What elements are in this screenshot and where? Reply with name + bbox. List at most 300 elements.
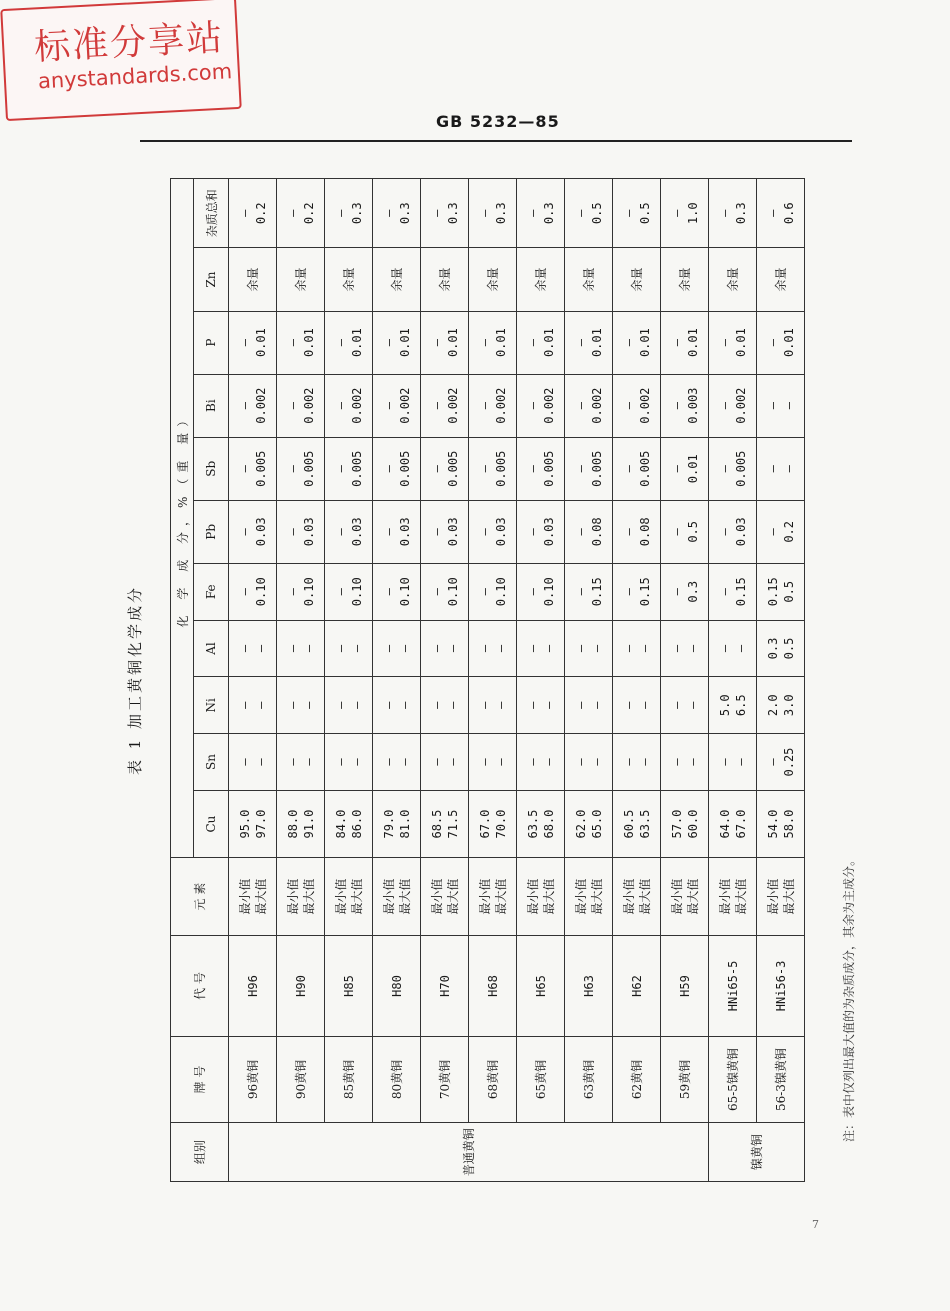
value: — bbox=[493, 758, 508, 766]
value-cell bbox=[613, 311, 661, 374]
value-cell bbox=[565, 437, 613, 500]
value-cell bbox=[517, 563, 565, 620]
value: — bbox=[525, 209, 540, 217]
value: — bbox=[621, 701, 636, 709]
minmax-label: 最大值 bbox=[493, 878, 508, 915]
value-cell bbox=[613, 677, 661, 734]
value-cell bbox=[229, 179, 277, 248]
value-cell bbox=[277, 563, 325, 620]
table-row bbox=[709, 179, 757, 1182]
value: — bbox=[285, 338, 300, 347]
value: — bbox=[621, 644, 636, 653]
grade-cell: 63黄铜 bbox=[565, 1036, 613, 1122]
value: 0.10 bbox=[349, 577, 364, 607]
grade-cell: 80黄铜 bbox=[373, 1036, 421, 1122]
value-cell bbox=[277, 677, 325, 734]
value: — bbox=[397, 701, 412, 709]
value: 0.03 bbox=[445, 517, 460, 547]
value-cell bbox=[325, 437, 373, 500]
value-cell bbox=[757, 248, 805, 311]
value-cell bbox=[373, 620, 421, 677]
value: 0.03 bbox=[733, 517, 748, 547]
value: 0.6 bbox=[781, 202, 796, 225]
value-cell bbox=[325, 179, 373, 248]
value: — bbox=[285, 209, 300, 217]
value: — bbox=[717, 402, 732, 410]
value: — bbox=[621, 402, 636, 410]
value-cell bbox=[517, 620, 565, 677]
value-cell bbox=[229, 437, 277, 500]
value: 0.01 bbox=[589, 328, 604, 358]
value: — bbox=[493, 701, 508, 709]
code-cell: H85 bbox=[325, 936, 373, 1037]
value: — bbox=[397, 644, 412, 653]
value: 0.10 bbox=[541, 577, 556, 607]
value: 0.005 bbox=[493, 450, 508, 487]
element-header: Fe bbox=[194, 563, 229, 620]
code-cell: HNi56-3 bbox=[757, 936, 805, 1037]
value: 0.005 bbox=[301, 450, 316, 487]
value: 0.002 bbox=[301, 387, 316, 424]
value: 余量 bbox=[437, 267, 452, 292]
minmax-label: 最小值 bbox=[381, 878, 396, 915]
value-cell bbox=[277, 734, 325, 791]
value-cell bbox=[277, 248, 325, 311]
value: 71.5 bbox=[445, 809, 460, 839]
element-header: Cu bbox=[194, 790, 229, 857]
value-cell bbox=[565, 734, 613, 791]
value: 0.01 bbox=[397, 328, 412, 358]
value: — bbox=[573, 209, 588, 217]
value: 54.0 bbox=[765, 809, 780, 839]
minmax-label: 最小值 bbox=[525, 878, 540, 915]
minmax-label: 最小值 bbox=[429, 878, 444, 915]
value: 余量 bbox=[341, 267, 356, 292]
minmax-label: 最小值 bbox=[237, 878, 252, 915]
value-cell bbox=[517, 374, 565, 437]
minmax-label-cell bbox=[661, 858, 709, 936]
value-cell bbox=[373, 374, 421, 437]
value: 0.01 bbox=[685, 328, 700, 358]
value-cell bbox=[421, 677, 469, 734]
value: — bbox=[765, 338, 780, 347]
value: 0.03 bbox=[541, 517, 556, 547]
value: — bbox=[333, 402, 348, 410]
value-cell bbox=[277, 620, 325, 677]
value-cell bbox=[325, 374, 373, 437]
value: — bbox=[349, 758, 364, 766]
value: — bbox=[637, 758, 652, 766]
minmax-label: 最大值 bbox=[397, 878, 412, 915]
value-cell bbox=[469, 248, 517, 311]
minmax-label-cell bbox=[757, 858, 805, 936]
value-cell bbox=[709, 311, 757, 374]
value: 0.01 bbox=[253, 328, 268, 358]
table-note: 注：表中仅列出最大值的为杂质成分，其余为主成分。 bbox=[842, 853, 856, 1142]
value: 0.3 bbox=[733, 202, 748, 225]
value-cell bbox=[709, 677, 757, 734]
value: — bbox=[381, 209, 396, 217]
value: — bbox=[333, 338, 348, 347]
value: 0.5 bbox=[637, 202, 652, 225]
value: — bbox=[477, 465, 492, 473]
value: — bbox=[397, 758, 412, 766]
value-cell bbox=[325, 620, 373, 677]
value: — bbox=[685, 701, 700, 709]
value: 0.03 bbox=[349, 517, 364, 547]
value: — bbox=[717, 338, 732, 347]
minmax-label-cell bbox=[565, 858, 613, 936]
value-cell bbox=[277, 311, 325, 374]
code-cell: H96 bbox=[229, 936, 277, 1037]
value-cell bbox=[517, 790, 565, 857]
value: — bbox=[237, 402, 252, 410]
value-cell bbox=[613, 437, 661, 500]
value: — bbox=[381, 338, 396, 347]
standard-code: GB 5232—85 bbox=[436, 112, 560, 131]
value-cell bbox=[325, 311, 373, 374]
value: 0.03 bbox=[301, 517, 316, 547]
value: 64.0 bbox=[717, 809, 732, 839]
value-cell bbox=[469, 500, 517, 563]
value: 97.0 bbox=[253, 809, 268, 839]
value: — bbox=[733, 644, 748, 653]
value: — bbox=[237, 588, 252, 596]
value: — bbox=[349, 644, 364, 653]
grade-cell: 70黄铜 bbox=[421, 1036, 469, 1122]
table-row bbox=[229, 179, 277, 1182]
value-cell bbox=[565, 311, 613, 374]
minmax-label-cell bbox=[325, 858, 373, 936]
value: 5.0 bbox=[717, 694, 732, 717]
value: 余量 bbox=[725, 267, 740, 292]
value: — bbox=[669, 644, 684, 653]
value-cell bbox=[229, 500, 277, 563]
value: — bbox=[285, 402, 300, 410]
element-header: Sn bbox=[194, 734, 229, 791]
code-cell: H90 bbox=[277, 936, 325, 1037]
value: 0.03 bbox=[253, 517, 268, 547]
value: — bbox=[301, 644, 316, 653]
value: — bbox=[333, 758, 348, 766]
value: — bbox=[621, 758, 636, 766]
value-cell bbox=[613, 179, 661, 248]
value: 0.3 bbox=[349, 202, 364, 225]
value-cell bbox=[757, 734, 805, 791]
value: 1.0 bbox=[685, 202, 700, 225]
value-cell bbox=[661, 620, 709, 677]
value: — bbox=[669, 402, 684, 410]
value: 62.0 bbox=[573, 809, 588, 839]
value: 0.5 bbox=[781, 580, 796, 603]
page-number: 7 bbox=[812, 1218, 819, 1231]
element-header: Pb bbox=[194, 500, 229, 563]
value: 0.08 bbox=[637, 517, 652, 547]
value-cell bbox=[421, 311, 469, 374]
value: 0.10 bbox=[445, 577, 460, 607]
value: — bbox=[429, 588, 444, 596]
rotated-table-area bbox=[126, 178, 856, 1182]
value: — bbox=[669, 588, 684, 596]
value-cell bbox=[469, 311, 517, 374]
value-cell bbox=[613, 563, 661, 620]
value: 0.01 bbox=[685, 454, 700, 484]
value-cell bbox=[421, 563, 469, 620]
value: — bbox=[525, 465, 540, 473]
minmax-label: 最小值 bbox=[621, 878, 636, 915]
value-cell bbox=[373, 790, 421, 857]
value: — bbox=[621, 465, 636, 473]
table-row bbox=[325, 179, 373, 1182]
value-cell bbox=[613, 734, 661, 791]
minmax-label-cell bbox=[709, 858, 757, 936]
value: 0.5 bbox=[589, 202, 604, 225]
code-cell: H59 bbox=[661, 936, 709, 1037]
value: — bbox=[381, 465, 396, 473]
code-cell: H62 bbox=[613, 936, 661, 1037]
value: — bbox=[381, 644, 396, 653]
table-row bbox=[613, 179, 661, 1182]
value: 0.002 bbox=[253, 387, 268, 424]
value: 0.005 bbox=[733, 450, 748, 487]
value: 余量 bbox=[773, 267, 788, 292]
value: — bbox=[285, 588, 300, 596]
table-row bbox=[757, 179, 805, 1182]
value-cell bbox=[709, 500, 757, 563]
value: — bbox=[765, 209, 780, 217]
minmax-label-cell bbox=[373, 858, 421, 936]
value: — bbox=[573, 465, 588, 473]
code-cell: HNi65-5 bbox=[709, 936, 757, 1037]
value: — bbox=[237, 758, 252, 766]
value: — bbox=[589, 644, 604, 653]
value: 79.0 bbox=[381, 809, 396, 839]
value: 0.10 bbox=[493, 577, 508, 607]
table-caption: 表 1 加工黄铜化学成分 bbox=[126, 584, 144, 776]
value: — bbox=[717, 588, 732, 596]
value: — bbox=[717, 465, 732, 473]
value-cell bbox=[757, 620, 805, 677]
minmax-label: 最小值 bbox=[717, 878, 732, 915]
value: — bbox=[381, 402, 396, 410]
col-code: 代 号 bbox=[171, 936, 229, 1037]
value-cell bbox=[229, 677, 277, 734]
value-cell bbox=[373, 248, 421, 311]
value: 91.0 bbox=[301, 809, 316, 839]
value: 0.03 bbox=[493, 517, 508, 547]
value-cell bbox=[373, 500, 421, 563]
value: 0.08 bbox=[589, 517, 604, 547]
value: 0.3 bbox=[685, 580, 700, 603]
value-cell bbox=[277, 179, 325, 248]
minmax-label-cell bbox=[277, 858, 325, 936]
value: — bbox=[669, 701, 684, 709]
value-cell bbox=[757, 790, 805, 857]
value-cell bbox=[661, 248, 709, 311]
grade-cell: 90黄铜 bbox=[277, 1036, 325, 1122]
value-cell bbox=[709, 248, 757, 311]
value-cell bbox=[565, 677, 613, 734]
value: 0.002 bbox=[493, 387, 508, 424]
value: 0.01 bbox=[733, 328, 748, 358]
value: 0.10 bbox=[301, 577, 316, 607]
value: — bbox=[573, 758, 588, 766]
table-row bbox=[661, 179, 709, 1182]
minmax-label: 最大值 bbox=[637, 878, 652, 915]
value-cell bbox=[325, 563, 373, 620]
value-cell bbox=[469, 179, 517, 248]
value-cell bbox=[709, 734, 757, 791]
grade-cell: 68黄铜 bbox=[469, 1036, 517, 1122]
value: 0.15 bbox=[765, 577, 780, 607]
value-cell bbox=[373, 677, 421, 734]
composition-table bbox=[170, 178, 805, 1182]
value: — bbox=[717, 528, 732, 536]
minmax-label: 最大值 bbox=[589, 878, 604, 915]
value: 0.005 bbox=[397, 450, 412, 487]
value: 63.5 bbox=[637, 809, 652, 839]
value-cell bbox=[469, 677, 517, 734]
code-cell: H65 bbox=[517, 936, 565, 1037]
value-cell bbox=[757, 677, 805, 734]
value: — bbox=[525, 528, 540, 536]
value-cell bbox=[229, 734, 277, 791]
value-cell bbox=[517, 677, 565, 734]
value: — bbox=[253, 758, 268, 766]
value-cell bbox=[517, 437, 565, 500]
group-cell: 普通黄铜 bbox=[229, 1123, 709, 1182]
value: — bbox=[525, 701, 540, 709]
value: — bbox=[621, 209, 636, 217]
value: 81.0 bbox=[397, 809, 412, 839]
value-cell bbox=[613, 248, 661, 311]
element-header: 杂质总和 bbox=[194, 179, 229, 248]
value: — bbox=[525, 338, 540, 347]
minmax-label: 最大值 bbox=[253, 878, 268, 915]
value: 0.15 bbox=[589, 577, 604, 607]
minmax-label: 最小值 bbox=[765, 878, 780, 915]
value: 0.01 bbox=[637, 328, 652, 358]
value-cell bbox=[613, 620, 661, 677]
col-grade: 牌 号 bbox=[171, 1036, 229, 1122]
value: — bbox=[349, 701, 364, 709]
value: — bbox=[477, 758, 492, 766]
value: 余量 bbox=[245, 267, 260, 292]
value-cell bbox=[469, 620, 517, 677]
value: 0.01 bbox=[445, 328, 460, 358]
value: — bbox=[285, 644, 300, 653]
value-cell bbox=[229, 311, 277, 374]
value: 0.002 bbox=[541, 387, 556, 424]
value: 余量 bbox=[533, 267, 548, 292]
element-header: Ni bbox=[194, 677, 229, 734]
table-row bbox=[373, 179, 421, 1182]
value: 0.2 bbox=[301, 202, 316, 225]
value: 0.5 bbox=[685, 520, 700, 543]
value: 0.3 bbox=[493, 202, 508, 225]
value: 65.0 bbox=[589, 809, 604, 839]
value-cell bbox=[757, 179, 805, 248]
minmax-label: 最大值 bbox=[781, 878, 796, 915]
value: — bbox=[445, 701, 460, 709]
value: — bbox=[333, 528, 348, 536]
value: 0.10 bbox=[397, 577, 412, 607]
value-cell bbox=[325, 734, 373, 791]
value-cell bbox=[661, 311, 709, 374]
value: — bbox=[573, 701, 588, 709]
value-cell bbox=[661, 500, 709, 563]
value: 0.002 bbox=[349, 387, 364, 424]
value-cell bbox=[229, 248, 277, 311]
value: — bbox=[237, 465, 252, 473]
value-cell bbox=[421, 500, 469, 563]
grade-cell: 59黄铜 bbox=[661, 1036, 709, 1122]
value-cell bbox=[661, 179, 709, 248]
value: — bbox=[637, 644, 652, 653]
value-cell bbox=[229, 563, 277, 620]
grade-cell: 65-5镍黄铜 bbox=[709, 1036, 757, 1122]
value-cell bbox=[757, 374, 805, 437]
value: — bbox=[477, 209, 492, 217]
value-cell bbox=[421, 179, 469, 248]
value: 0.25 bbox=[781, 747, 796, 777]
value: — bbox=[381, 588, 396, 596]
value: 0.3 bbox=[397, 202, 412, 225]
value: — bbox=[285, 701, 300, 709]
value: — bbox=[765, 758, 780, 766]
value: 余量 bbox=[485, 267, 500, 292]
value-cell bbox=[709, 620, 757, 677]
value: 0.2 bbox=[253, 202, 268, 225]
value: 68.0 bbox=[541, 809, 556, 839]
value-cell bbox=[757, 311, 805, 374]
value: 0.002 bbox=[733, 387, 748, 424]
value: — bbox=[573, 402, 588, 410]
value-cell bbox=[229, 790, 277, 857]
value: — bbox=[525, 588, 540, 596]
value-cell bbox=[469, 734, 517, 791]
value: — bbox=[637, 701, 652, 709]
value: 0.03 bbox=[397, 517, 412, 547]
value: 70.0 bbox=[493, 809, 508, 839]
value: 58.0 bbox=[781, 809, 796, 839]
value-cell bbox=[469, 374, 517, 437]
value: — bbox=[669, 758, 684, 766]
grade-cell: 62黄铜 bbox=[613, 1036, 661, 1122]
table-row bbox=[277, 179, 325, 1182]
grade-cell: 65黄铜 bbox=[517, 1036, 565, 1122]
minmax-label: 最大值 bbox=[541, 878, 556, 915]
value: — bbox=[429, 701, 444, 709]
minmax-label-cell bbox=[613, 858, 661, 936]
minmax-label: 最大值 bbox=[733, 878, 748, 915]
element-header: Al bbox=[194, 620, 229, 677]
value-cell bbox=[373, 563, 421, 620]
value: 0.3 bbox=[445, 202, 460, 225]
value-cell bbox=[421, 437, 469, 500]
value-cell bbox=[709, 790, 757, 857]
value-cell bbox=[517, 248, 565, 311]
value-cell bbox=[565, 179, 613, 248]
value-cell bbox=[517, 500, 565, 563]
value: 0.3 bbox=[765, 637, 780, 660]
value: 0.002 bbox=[445, 387, 460, 424]
value: — bbox=[525, 644, 540, 653]
value: — bbox=[429, 528, 444, 536]
value-cell bbox=[277, 437, 325, 500]
value: — bbox=[781, 465, 796, 473]
value-cell bbox=[277, 374, 325, 437]
